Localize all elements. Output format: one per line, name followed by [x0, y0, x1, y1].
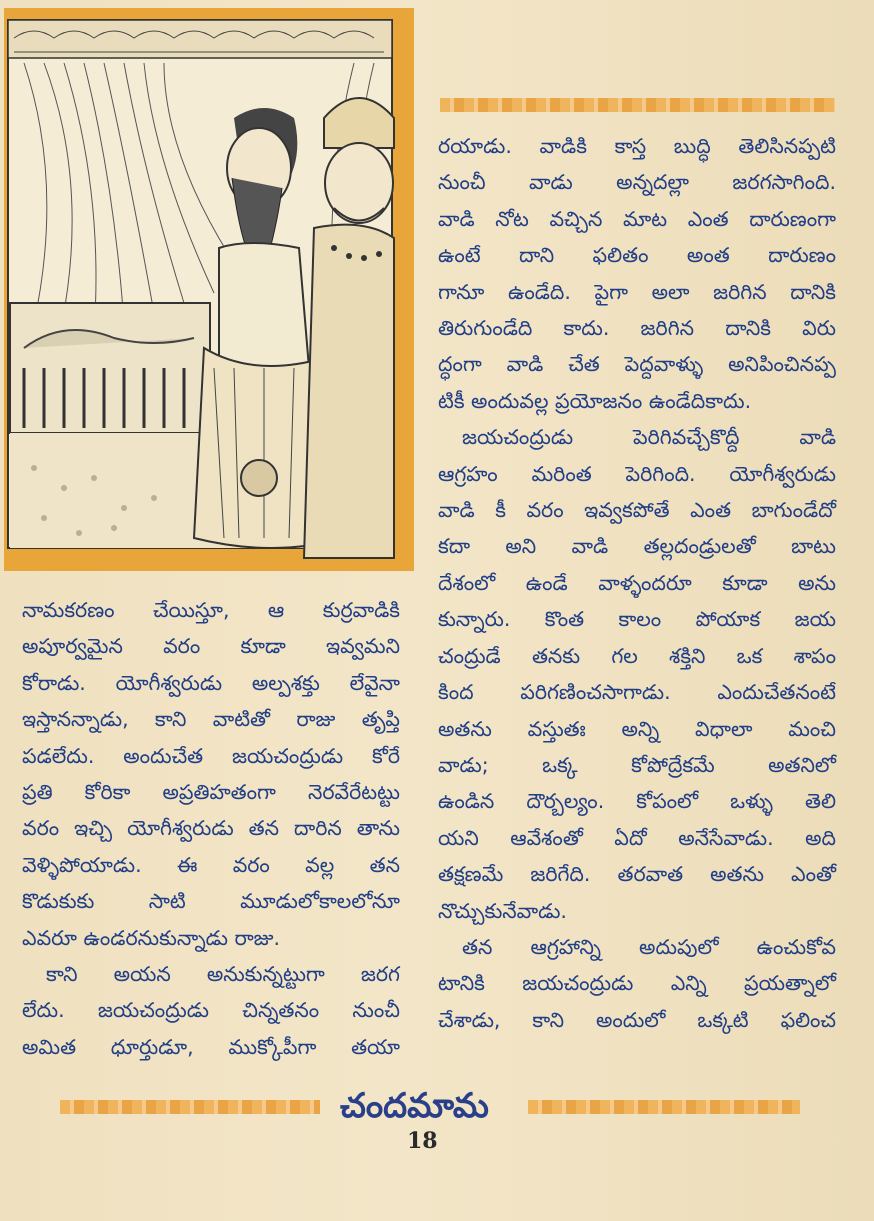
text-line: ఉంటే దాని ఫలితం అంత దారుణం — [438, 243, 836, 268]
text-line: వాడి నోట వచ్చిన మాట ఎంత దారుణంగా — [438, 206, 836, 231]
text-line: లేదు. జయచంద్రుడు చిన్నతనం నుంచీ — [22, 998, 400, 1023]
text-line: అమిత ధూర్తుడూ, ముక్కోపీగా తయా — [22, 1034, 400, 1059]
text-line: వెళ్ళిపోయాడు. ఈ వరం వల్ల తన — [22, 852, 400, 877]
text-line: కోరాడు. యోగీశ్వరుడు అల్పశక్తు లేవైనా — [22, 670, 400, 695]
text-line: అతను వస్తుతః అన్ని విధాలా మంచి — [438, 716, 836, 741]
decorative-border — [440, 98, 835, 112]
right-text-column — [438, 128, 836, 1038]
text-line: నొచ్చుకునేవాడు. — [438, 898, 567, 923]
text-line: చేశాడు, కాని అందులో ఒక్కటి ఫలించ — [438, 1007, 836, 1032]
text-line: రయాడు. వాడికి కాస్త బుద్ధి తెలిసినప్పటి — [438, 134, 836, 158]
text-line: కాని అయన అనుకున్నట్టుగా జరగ — [46, 962, 400, 987]
text-line: ప్రతి కోరికా అప్రతిహతంగా నెరవేరేటట్టు — [22, 780, 400, 805]
story-illustration — [4, 8, 414, 571]
text-line: కున్నారు. కొంత కాలం పోయాక జయ — [438, 607, 836, 632]
text-line: ద్ధంగా వాడి చేత పెద్దవాళ్ళు అనిపించినప్ప — [438, 352, 836, 377]
text-line: ఆగ్రహం మరింత పెరిగింది. యోగీశ్వరుడు — [438, 461, 836, 486]
text-line: నుంచీ వాడు అన్నదల్లా జరగసాగింది. — [438, 170, 836, 195]
text-line: టానికి జయచంద్రుడు ఎన్ని ప్రయత్నాలో — [438, 971, 836, 996]
text-line: వరం ఇచ్చి యోగీశ్వరుడు తన దారిన తాను — [22, 816, 400, 841]
text-line: పడలేదు. అందుచేత జయచంద్రుడు కోరే — [22, 743, 400, 768]
text-line: ఉండిన దౌర్బల్యం. కోపంలో ఒళ్ళు తెలి — [438, 789, 836, 814]
text-line: కదా అని వాడి తల్లదండ్రులతో బాటు — [438, 534, 836, 559]
text-line: గానూ ఉండేది. పైగా అలా జరిగిన దానికి — [438, 279, 836, 304]
text-line: అపూర్వమైన వరం కూడా ఇవ్వమని — [22, 634, 400, 659]
text-line: వాడి కీ వరం ఇవ్వకపోతే ఎంత బాగుండేదో — [438, 498, 836, 523]
magazine-title: చందమామ — [340, 1086, 489, 1126]
text-line: దేశంలో ఉండే వాళ్ళందరూ కూడా అను — [438, 570, 836, 595]
text-line: తక్షణమే జరిగేది. తరవాత అతను ఎంతో — [438, 862, 836, 887]
text-line: తిరుగుండేది కాదు. జరిగిన దానికి విరు — [438, 316, 836, 341]
page-number: 18 — [407, 1128, 438, 1154]
text-line: జయచంద్రుడు పెరిగివచ్చేకొద్దీ వాడి — [462, 425, 836, 450]
footer-border-right — [528, 1100, 800, 1114]
text-line: చంద్రుడే తనకు గల శక్తిని ఒక శాపం — [438, 643, 836, 668]
text-line: టికీ అందువల్ల ప్రయోజనం ఉండేదికాదు. — [438, 388, 752, 413]
left-text-column — [22, 592, 400, 1065]
footer-border-left — [60, 1100, 320, 1114]
text-line: కింద పరిగణించసాగాడు. ఎందుచేతనంటే — [438, 680, 836, 705]
text-line: ఇస్తానన్నాడు, కాని వాటితో రాజు తృప్తి — [22, 707, 400, 732]
text-line: ఎవరూ ఉండరనుకున్నాడు రాజు. — [22, 925, 281, 950]
illustration-drawing — [4, 8, 414, 571]
text-line: కొడుకుకు సాటి మూడులోకాలలోనూ — [22, 889, 400, 914]
text-line: తన ఆగ్రహాన్ని అదుపులో ఉంచుకోవ — [462, 934, 836, 959]
text-line: యని ఆవేశంతో ఏదో అనేసేవాడు. అది — [438, 825, 836, 850]
text-line: వాడు; ఒక్క కోపోద్రేకమే అతనిలో — [438, 752, 836, 777]
text-line: నామకరణం చేయిస్తూ, ఆ కుర్రవాడికి — [22, 598, 400, 622]
